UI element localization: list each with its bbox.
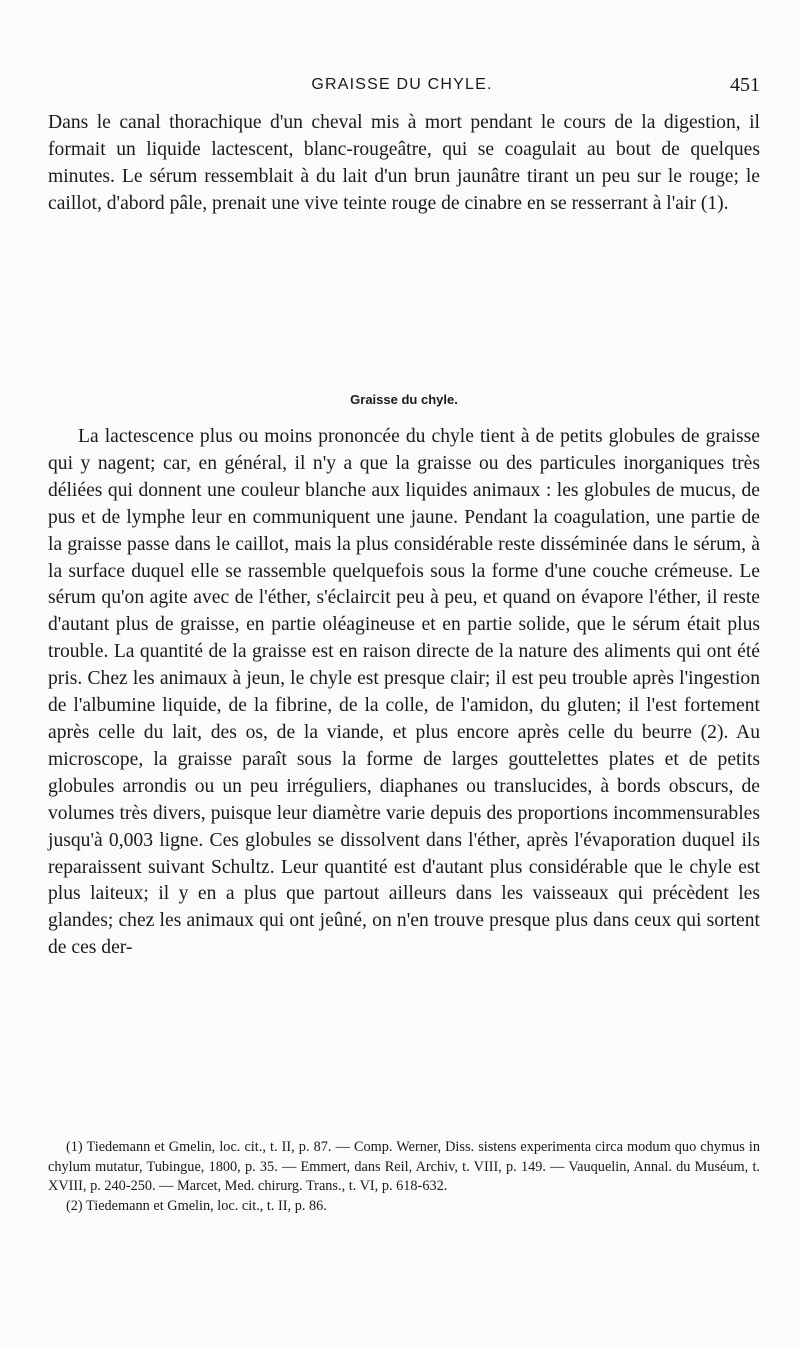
page-number: 451 xyxy=(730,74,760,96)
section-heading: Graisse du chyle. xyxy=(350,392,458,407)
footnotes xyxy=(48,1138,760,1216)
paragraph-intro: Dans le canal thorachique d'un cheval mis à mort pendant le cours de la digestion, il formait un liquide lactescent, blanc-rougeâtre, qui se coagulait au bout de quelques minutes. Le sérum ressemblait à du lait d'un brun jaunâtre tirant un peu sur le rouge; le caillot, d'abord pâle, prenait une vive teinte rouge de cinabre en se resserrant à l'air (1). xyxy=(48,112,760,214)
footnote-1: (1) Tiedemann et Gmelin, loc. cit., t. II, p. 87. — Comp. Werner, Diss. sistens experimenta circa modum quo chymus in chylum mutatur, Tubingue, 1800, p. 35. — Emmert, dans Reil, Archiv, t. VIII, p. 149. — Vauquelin, Annal. du Muséum, t. XVIII, p. 240-250. — Marcet, Med. chirurg. Trans., t. VI, p. 618-632. xyxy=(48,1139,760,1194)
footnote-2: (2) Tiedemann et Gmelin, loc. cit., t. II, p. 86. xyxy=(66,1197,327,1214)
page-header xyxy=(38,72,766,100)
running-title: GRAISSE DU CHYLE. xyxy=(311,76,493,93)
paragraph-main: La lactescence plus ou moins prononcée du chyle tient à de petits globules de graisse qui y nagent; car, en général, il n'y a que la graisse ou des particules inorganiques très déliées qui donnent une couleur blanche aux liquides animaux : les globules de mucus, de pus et de lymphe leur en communiquent une jaune. Pendant la coagulation, une partie de la graisse passe dans le caillot, mais la plus considérable reste disséminée dans le sérum, à la surface duquel elle se rassemble quelquefois sous la forme d'une couche crémeuse. Le sérum qu'on agite avec de l'éther, s'éclaircit peu à peu, et quand on évapore l'éther, il reste d'autant plus de graisse, en partie oléagineuse et en partie solide, que le sérum était plus trouble. La quantité de la graisse est en raison directe de la nature des aliments qui ont été pris. Chez les animaux à jeun, le chyle est presque clair; il est peu trouble après l'ingestion de l'albumine liquide, de la fibrine, de la colle, de l'amidon, du gluten; il l'est fortement après celle du lait, des os, de la viande, et plus encore après celle du beurre (2). Au microscope, la graisse paraît sous la forme de larges gouttelettes plates et de petits globules arrondis ou un peu irréguliers, diaphanes ou translucides, à bords obscurs, de volumes très divers, puisque leur diamètre varie depuis des proportions incommensurables jusqu'à 0,003 ligne. Ces globules se dissolvent dans l'éther, après l'évaporation duquel ils reparaissent suivant Schultz. Leur quantité est d'autant plus considérable que le chyle est plus laiteux; il y en a plus que partout ailleurs dans les vaisseaux qui précèdent les glandes; chez les animaux qui ont jeûné, on n'en trouve presque plus dans ceux qui sortent de ces der- xyxy=(48,426,760,959)
